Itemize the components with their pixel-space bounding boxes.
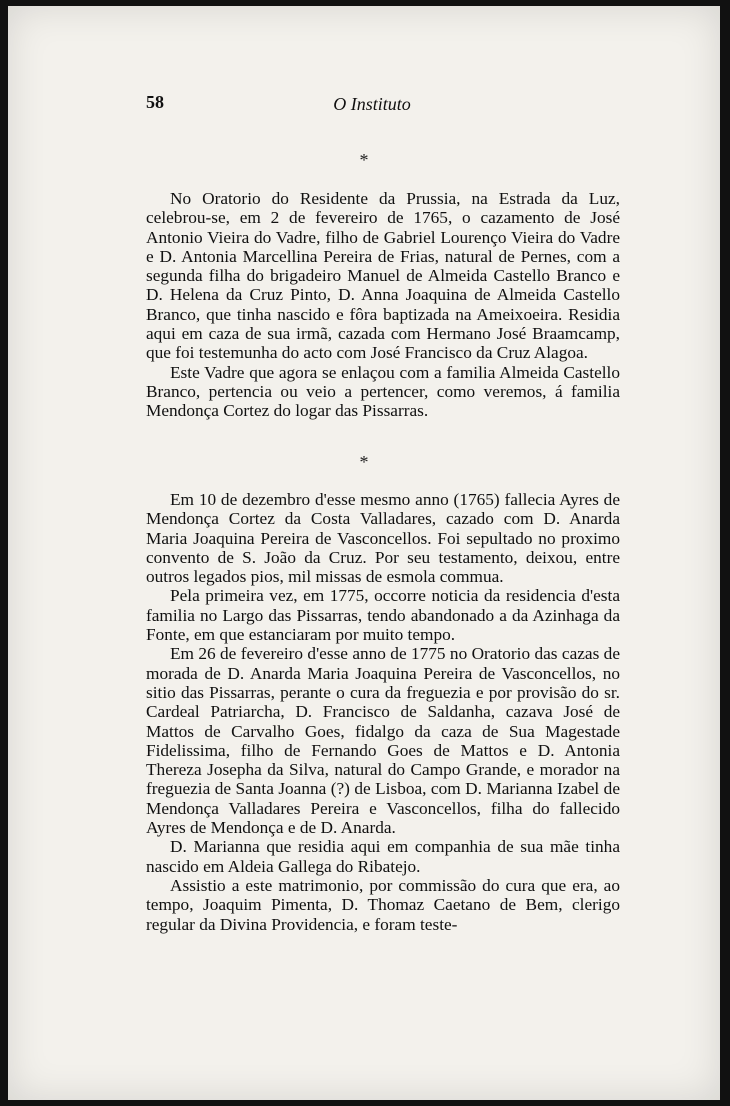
section-ornament: *	[359, 452, 369, 472]
page-number: 58	[146, 92, 164, 112]
book-page	[8, 6, 720, 1100]
paragraph: Pela primeira vez, em 1775, occorre noticia da residencia d'esta familia no Largo das Pissarras, tendo abandonado a da Azinhaga da Fonte, em que estanciaram por muito tempo.	[146, 586, 620, 645]
section-ornament: *	[359, 150, 369, 170]
paragraph: Em 26 de fevereiro d'esse anno de 1775 no Oratorio das cazas de morada de D. Anarda Maria Joaquina Pereira de Vasconcellos, no sitio das Pissarras, perante o cura da freguezia e por provisão do sr. Cardeal Patriarcha, D. Francisco de Saldanha, cazava José de Mattos de Carvalho Goes, fidalgo da caza de Sua Magestade Fidelissima, filho de Fernando Goes de Mattos e D. Antonia Thereza Josepha da Silva, natural do Campo Grande, e morador na freguezia de Santa Joanna (?) de Lisboa, com D. Marianna Izabel de Mendonça Valladares Pereira e Vasconcellos, filha do fallecido Ayres de Mendonça e de D. Anarda.	[146, 644, 620, 838]
paragraph: No Oratorio do Residente da Prussia, na Estrada da Luz, celebrou-se, em 2 de fevereiro de 1765, o cazamento de José Antonio Vieira do Vadre, filho de Gabriel Lourenço Vieira do Vadre e D. Antonia Marcellina Pereira de Frias, natural de Pernes, com a segunda filha do brigadeiro Manuel de Almeida Castello Branco e D. Helena da Cruz Pinto, D. Anna Joaquina de Almeida Castello Branco, que tinha nascido e fôra baptizada na Ameixoeira. Residia aqui em caza de sua irmã, cazada com Hermano José Braamcamp, que foi testemunha do acto com José Francisco da Cruz Alagoa.	[146, 189, 620, 363]
paragraph: Este Vadre que agora se enlaçou com a familia Almeida Castello Branco, pertencia ou veio a pertencer, como veremos, á familia Mendonça Cortez do logar das Pissarras.	[146, 362, 620, 421]
paragraph: Em 10 de dezembro d'esse mesmo anno (1765) fallecia Ayres de Mendonça Cortez da Costa Valladares, cazado com D. Anarda Maria Joaquina Pereira de Vasconcellos. Foi sepultado no proximo convento de S. João da Cruz. Por seu testamento, deixou, entre outros legados pios, mil missas de esmola commua.	[146, 490, 620, 587]
paragraph: Assistio a este matrimonio, por commissão do cura que era, ao tempo, Joaquim Pimenta, D. Thomaz Caetano de Bem, clerigo regular da Divina Providencia, e foram teste-	[146, 875, 620, 934]
page-header	[8, 92, 720, 116]
section-1-text	[146, 189, 620, 421]
running-title: O Instituto	[333, 94, 411, 114]
paragraph: D. Marianna que residia aqui em companhia de sua mãe tinha nascido em Aldeia Gallega do Ribatejo.	[146, 837, 620, 876]
section-2-text	[146, 490, 620, 934]
